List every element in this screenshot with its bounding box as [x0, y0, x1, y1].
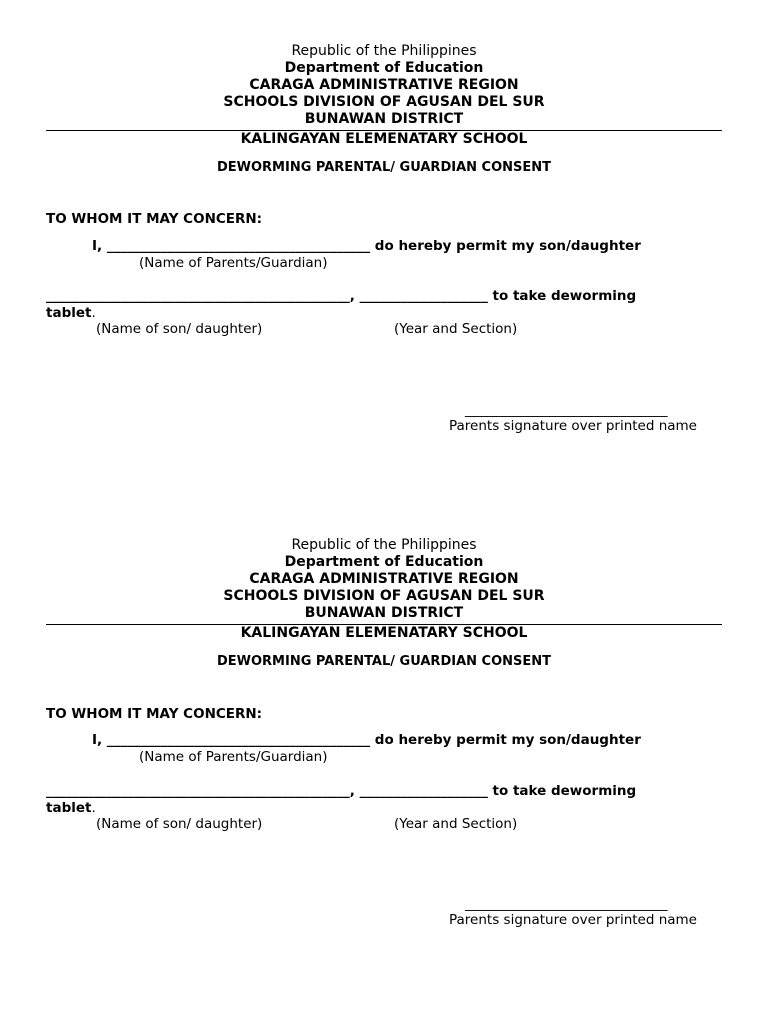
school-name: KALINGAYAN ELEMENATARY SCHOOL — [240, 625, 528, 641]
caption-parent-name: (Name of Parents/Guardian) — [139, 255, 328, 271]
header-republic: Republic of the Philippines — [291, 43, 477, 59]
consent-form-1 — [0, 0, 768, 480]
form-title: DEWORMING PARENTAL/ GUARDIAN CONSENT — [216, 160, 552, 175]
caption-parent-name: (Name of Parents/Guardian) — [139, 749, 328, 765]
signature-line: ______________________________ — [465, 402, 668, 418]
signature-caption: Parents signature over printed name — [449, 418, 697, 434]
salutation: TO WHOM IT MAY CONCERN: — [46, 211, 263, 227]
header-department: Department of Education — [284, 554, 484, 570]
caption-year-section: (Year and Section) — [394, 816, 518, 832]
header-republic: Republic of the Philippines — [291, 537, 477, 553]
header-district: BUNAWAN DISTRICT — [304, 605, 464, 621]
tablet-word: tablet — [46, 305, 92, 321]
header-region: CARAGA ADMINISTRATIVE REGION — [249, 571, 519, 587]
tablet-period: . — [91, 305, 96, 321]
form-title: DEWORMING PARENTAL/ GUARDIAN CONSENT — [216, 654, 552, 669]
school-name: KALINGAYAN ELEMENATARY SCHOOL — [240, 131, 528, 147]
child-line-continuation — [46, 305, 96, 322]
caption-child-name: (Name of son/ daughter) — [96, 321, 263, 337]
permit-line: I, _______________________________________ do hereby permit my son/daughter — [92, 238, 641, 254]
child-line: _____________________________________________, ___________________ to take deworming — [46, 288, 637, 304]
header-division: SCHOOLS DIVISION OF AGUSAN DEL SUR — [223, 94, 545, 110]
header-district: BUNAWAN DISTRICT — [304, 111, 464, 127]
caption-child-name: (Name of son/ daughter) — [96, 816, 263, 832]
header-region: CARAGA ADMINISTRATIVE REGION — [249, 77, 519, 93]
caption-year-section: (Year and Section) — [394, 321, 518, 337]
header-department: Department of Education — [284, 60, 484, 76]
permit-line: I, _______________________________________ do hereby permit my son/daughter — [92, 732, 641, 748]
signature-caption: Parents signature over printed name — [449, 912, 697, 928]
consent-form-2 — [0, 494, 768, 974]
child-line-continuation — [46, 800, 96, 817]
header-division: SCHOOLS DIVISION OF AGUSAN DEL SUR — [223, 588, 545, 604]
tablet-period: . — [91, 800, 96, 816]
signature-line: ______________________________ — [465, 896, 668, 912]
salutation: TO WHOM IT MAY CONCERN: — [46, 706, 263, 722]
tablet-word: tablet — [46, 800, 92, 816]
child-line: _____________________________________________, ___________________ to take deworming — [46, 783, 637, 799]
